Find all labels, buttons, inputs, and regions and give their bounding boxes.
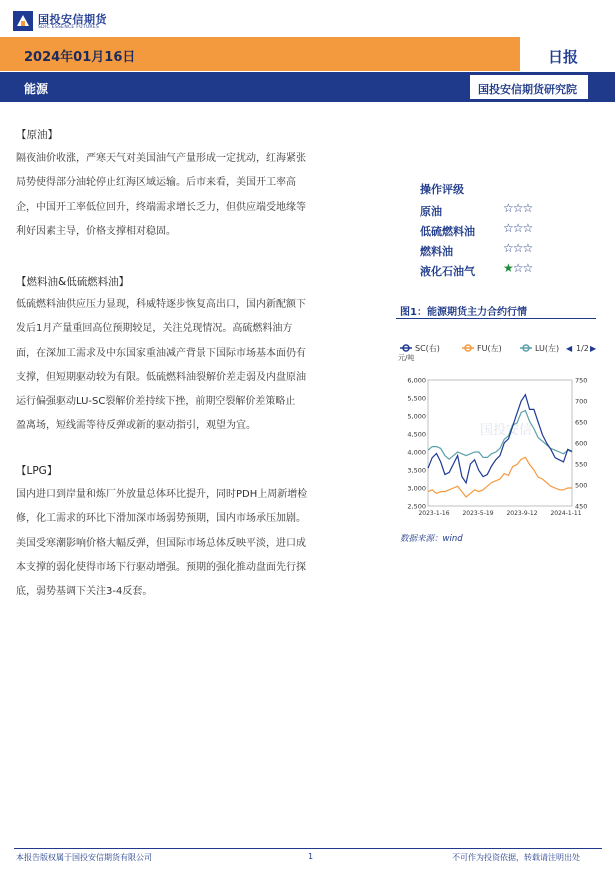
right-tick-label: 550 — [575, 460, 588, 469]
x-tick-label: 2023-5-19 — [462, 510, 494, 517]
right-tick-label: 750 — [575, 376, 588, 385]
footer-rule — [14, 848, 602, 849]
right-tick-label: 650 — [575, 418, 588, 427]
left-tick-label: 4,500 — [407, 430, 426, 439]
left-tick-label: 3,500 — [407, 466, 426, 475]
star-rating-icon: ☆☆☆ — [503, 221, 533, 235]
paragraph-line: 国内进口到岸量和炼厂外放量总体环比提升，同时PDH上周新增检 — [16, 489, 308, 500]
paragraph-line: 局势使得部分油轮停止红海区域运输。后市来看，美国开工率高 — [16, 177, 296, 189]
page-number: 1 — [308, 852, 314, 861]
section-body-lpg — [16, 483, 386, 604]
left-tick-label: 4,000 — [407, 448, 426, 457]
institute-name: 国投安信期货研究院 — [478, 83, 577, 96]
figure-title-rule — [396, 318, 596, 319]
star-rating-icon: ☆☆☆ — [503, 241, 533, 255]
rating-name: 原油 — [420, 205, 442, 218]
paragraph-line: 美国受寒潮影响价格大幅反弹，但国际市场总体反映平淡，进口成 — [16, 537, 306, 549]
legend-next-icon[interactable]: ▶ — [590, 344, 597, 353]
paragraph-line: 发后1月产量重回高位预期较足，关注兑现情况。高硫燃料油方 — [16, 323, 293, 335]
paragraph-line: 支撑，但短期驱动较为有限。低硫燃料油裂解价差走弱及内盘原油 — [16, 371, 306, 383]
paragraph-line: 利好因素主导，价格支撑相对稳固。 — [16, 225, 176, 237]
chart-lines — [428, 395, 572, 497]
legend-label-sc: SC(右) — [415, 344, 440, 353]
paragraph-line: 本支撑的弱化使得市场下行驱动增强。预期的强化推动盘面先行探 — [16, 561, 306, 573]
company-logo — [12, 8, 172, 34]
left-tick-label: 5,500 — [407, 394, 426, 403]
rating-row-low-sulfur-fuel-oil — [420, 223, 545, 243]
series-line-sc — [428, 395, 572, 483]
right-tick-label: 450 — [575, 502, 588, 511]
left-tick-label: 3,000 — [407, 484, 426, 493]
rating-row-fuel-oil — [420, 243, 545, 263]
section-title-lpg: 【LPG】 — [16, 465, 58, 477]
legend-pager: 1/2 — [576, 344, 589, 353]
x-tick-label: 2023-9-12 — [506, 510, 538, 517]
energy-futures-chart — [396, 338, 606, 528]
report-type: 日报 — [548, 48, 579, 66]
paragraph-line: 盈离场，短线需等待反弹或新的驱动指引，观望为宜。 — [16, 420, 256, 432]
rating-title: 操作评级 — [420, 183, 464, 196]
footer-disclaimer: 不可作为投资依据，转载请注明出处 — [452, 853, 580, 862]
section-title-fuel-oil: 【燃料油&低硫燃料油】 — [16, 276, 130, 288]
left-tick-label: 5,000 — [407, 412, 426, 421]
paragraph-line: 隔夜油价收涨，严寒天气对美国油气产量形成一定扰动，红海紧张 — [16, 153, 306, 164]
right-tick-label: 700 — [575, 397, 588, 406]
rating-name: 低硫燃料油 — [420, 225, 475, 238]
section-title-crude: 【原油】 — [16, 129, 58, 141]
figure-source: 数据来源：wind — [400, 534, 463, 544]
right-tick-label: 500 — [575, 481, 588, 490]
figure-title: 图1：能源期货主力合约行情 — [400, 307, 527, 318]
paragraph-line: 运行偏强驱动LU-SC裂解价差持续下挫，前期空裂解价差策略止 — [16, 396, 296, 408]
left-tick-label: 6,000 — [407, 376, 426, 385]
chart-watermark: 国投安信 — [479, 423, 533, 438]
star-rating-icon: ☆☆☆ — [503, 201, 533, 215]
left-tick-label: 2,500 — [407, 502, 426, 511]
x-tick-label: 2024-1-11 — [550, 510, 582, 517]
series-line-fu — [428, 457, 572, 497]
paragraph-line: 底，弱势基调下关注3-4反套。 — [16, 586, 153, 598]
paragraph-line: 面，在深加工需求及中东国家重油减产背景下国际市场基本面仍有 — [16, 347, 306, 359]
x-tick-label: 2023-1-16 — [418, 510, 450, 517]
legend-label-fu: FU(左) — [477, 344, 502, 353]
legend-label-lu: LU(左) — [535, 344, 560, 353]
paragraph-line: 企，中国开工率低位回升，终端需求增长乏力，但供应端受地缘等 — [16, 201, 306, 213]
report-date: 2024年01月16日 — [24, 50, 136, 65]
paragraph-line: 低硫燃料油供应压力显现，科威特逐步恢复高出口，国内新配额下 — [16, 299, 306, 310]
chart-legend — [400, 343, 597, 353]
star-rating-icon: ★☆☆ — [503, 261, 533, 275]
footer-copyright: 本报告版权属于国投安信期货有限公司 — [16, 853, 152, 862]
right-tick-label: 600 — [575, 439, 588, 448]
logo-text-en: SDIC ESSENCE FUTURES — [38, 25, 100, 30]
rating-name: 液化石油气 — [420, 265, 475, 278]
logo-mark-icon — [12, 10, 34, 32]
section-body-fuel-oil — [16, 293, 386, 439]
rating-name: 燃料油 — [420, 245, 453, 258]
plot-frame — [428, 380, 572, 506]
report-category: 能源 — [24, 82, 49, 96]
logo-text-cn: 国投安信期货 — [38, 13, 107, 26]
rating-row-crude — [420, 203, 545, 223]
legend-prev-icon[interactable]: ◀ — [566, 344, 573, 353]
paragraph-line: 修，化工需求的环比下滑加深市场弱势预期，国内市场承压加剧。 — [16, 513, 306, 525]
left-axis-unit: 元/吨 — [398, 354, 415, 362]
rating-row-lpg — [420, 263, 545, 283]
section-body-crude — [16, 147, 386, 244]
